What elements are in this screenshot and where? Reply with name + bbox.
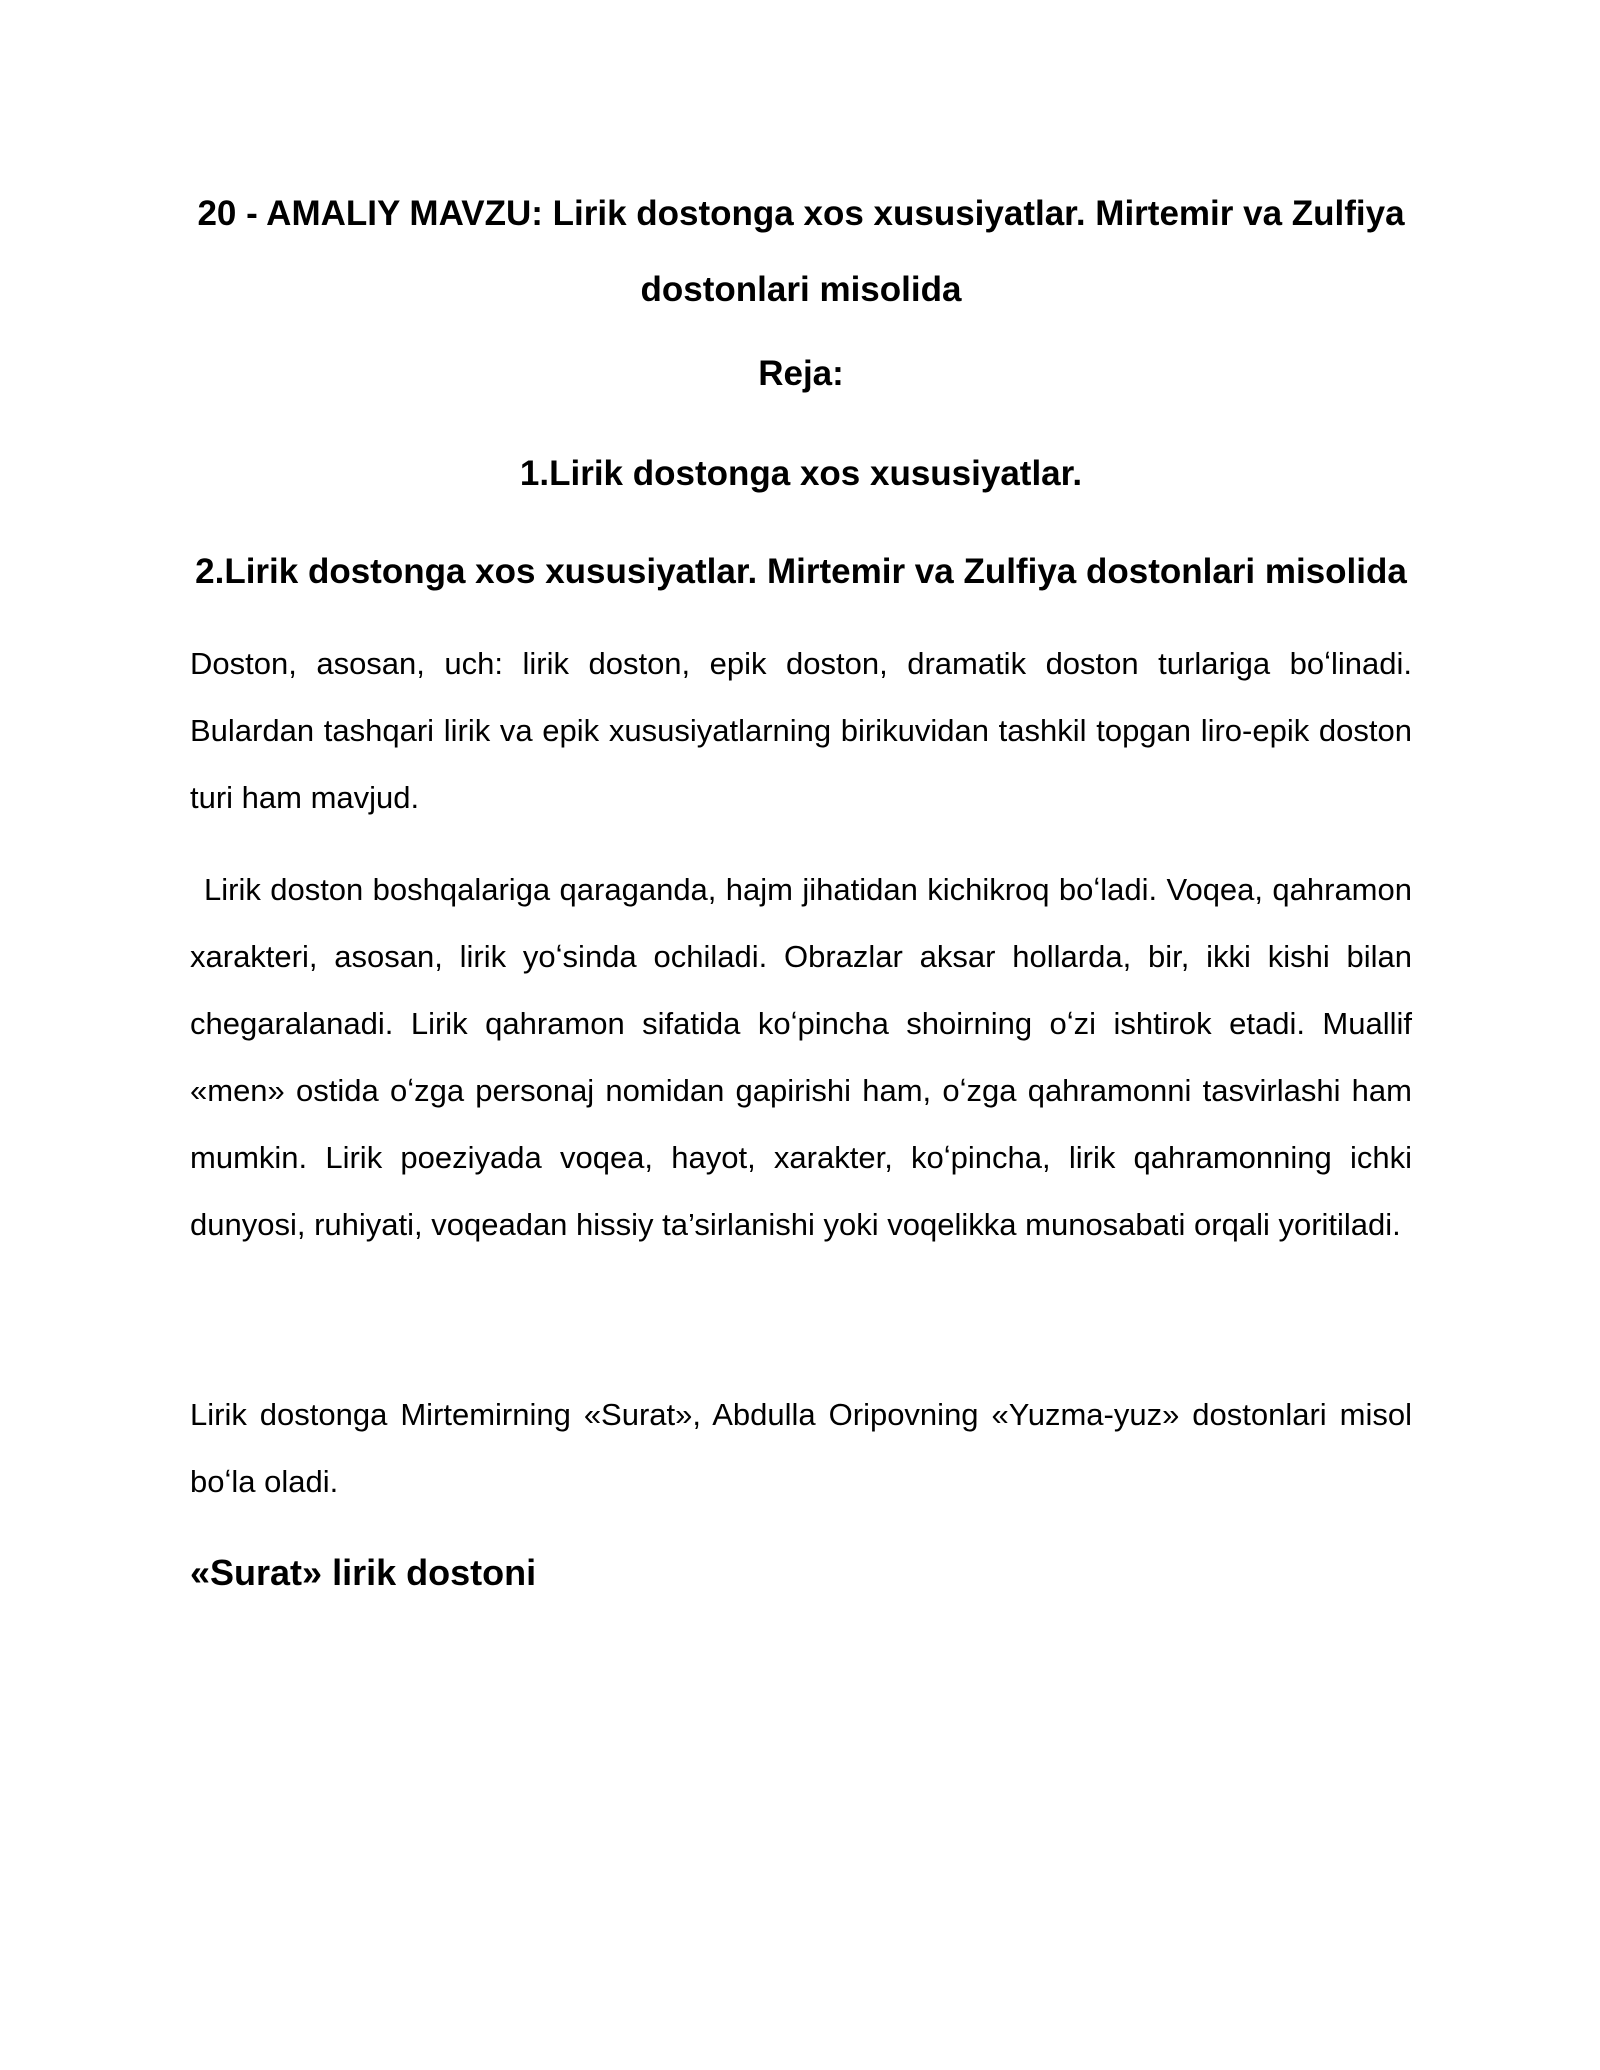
plan-heading: Reja: xyxy=(758,354,844,393)
paragraph-lirik-doston: Lirik doston boshqalariga qaraganda, hajm jihatidan kichikroq boʻladi. Voqea, qahramon xarakteri, asosan, lirik yoʻsinda ochiladi. Obrazlar aksar hollarda, bir, ikki kishi bilan chegaralanadi. Lirik qahramon sifatida koʻpincha shoirning oʻzi ishtirok etadi. Muallif «men» ostida oʻzga personaj nomidan gapirishi ham, oʻzga qahramonni tasvirlashi ham mumkin. Lirik poeziyada voqea, hayot, xarakter, koʻpincha, lirik qahramonning ichki dunyosi, ruhiyati, voqeadan hissiy ta’sirlanishi yoki voqelikka munosabati orqali yoritiladi. xyxy=(190,872,1412,1242)
document-title: 20 - AMALIY MAVZU: Lirik dostonga xos xususiyatlar. Mirtemir va Zulfiya dostonlari misolida xyxy=(197,194,1405,309)
paragraph-doston-types: Doston, asosan, uch: lirik doston, epik doston, dramatik doston turlariga boʻlinadi. Bulardan tashqari lirik va epik xususiyatlarning birikuvidan tashkil topgan liro-epik doston turi ham mavjud. xyxy=(190,646,1412,815)
paragraph-examples: Lirik dostonga Mirtemirning «Surat», Abdulla Oripovning «Yuzma-yuz» dostonlari misol boʻla oladi. xyxy=(190,1397,1412,1499)
document-content xyxy=(190,0,1412,1603)
section-subheading: «Surat» lirik dostoni xyxy=(190,1552,537,1593)
plan-item-1: 1.Lirik dostonga xos xususiyatlar. xyxy=(519,454,1083,493)
plan-item-2: 2.Lirik dostonga xos xususiyatlar. Mirtemir va Zulfiya dostonlari misolida xyxy=(195,552,1407,591)
